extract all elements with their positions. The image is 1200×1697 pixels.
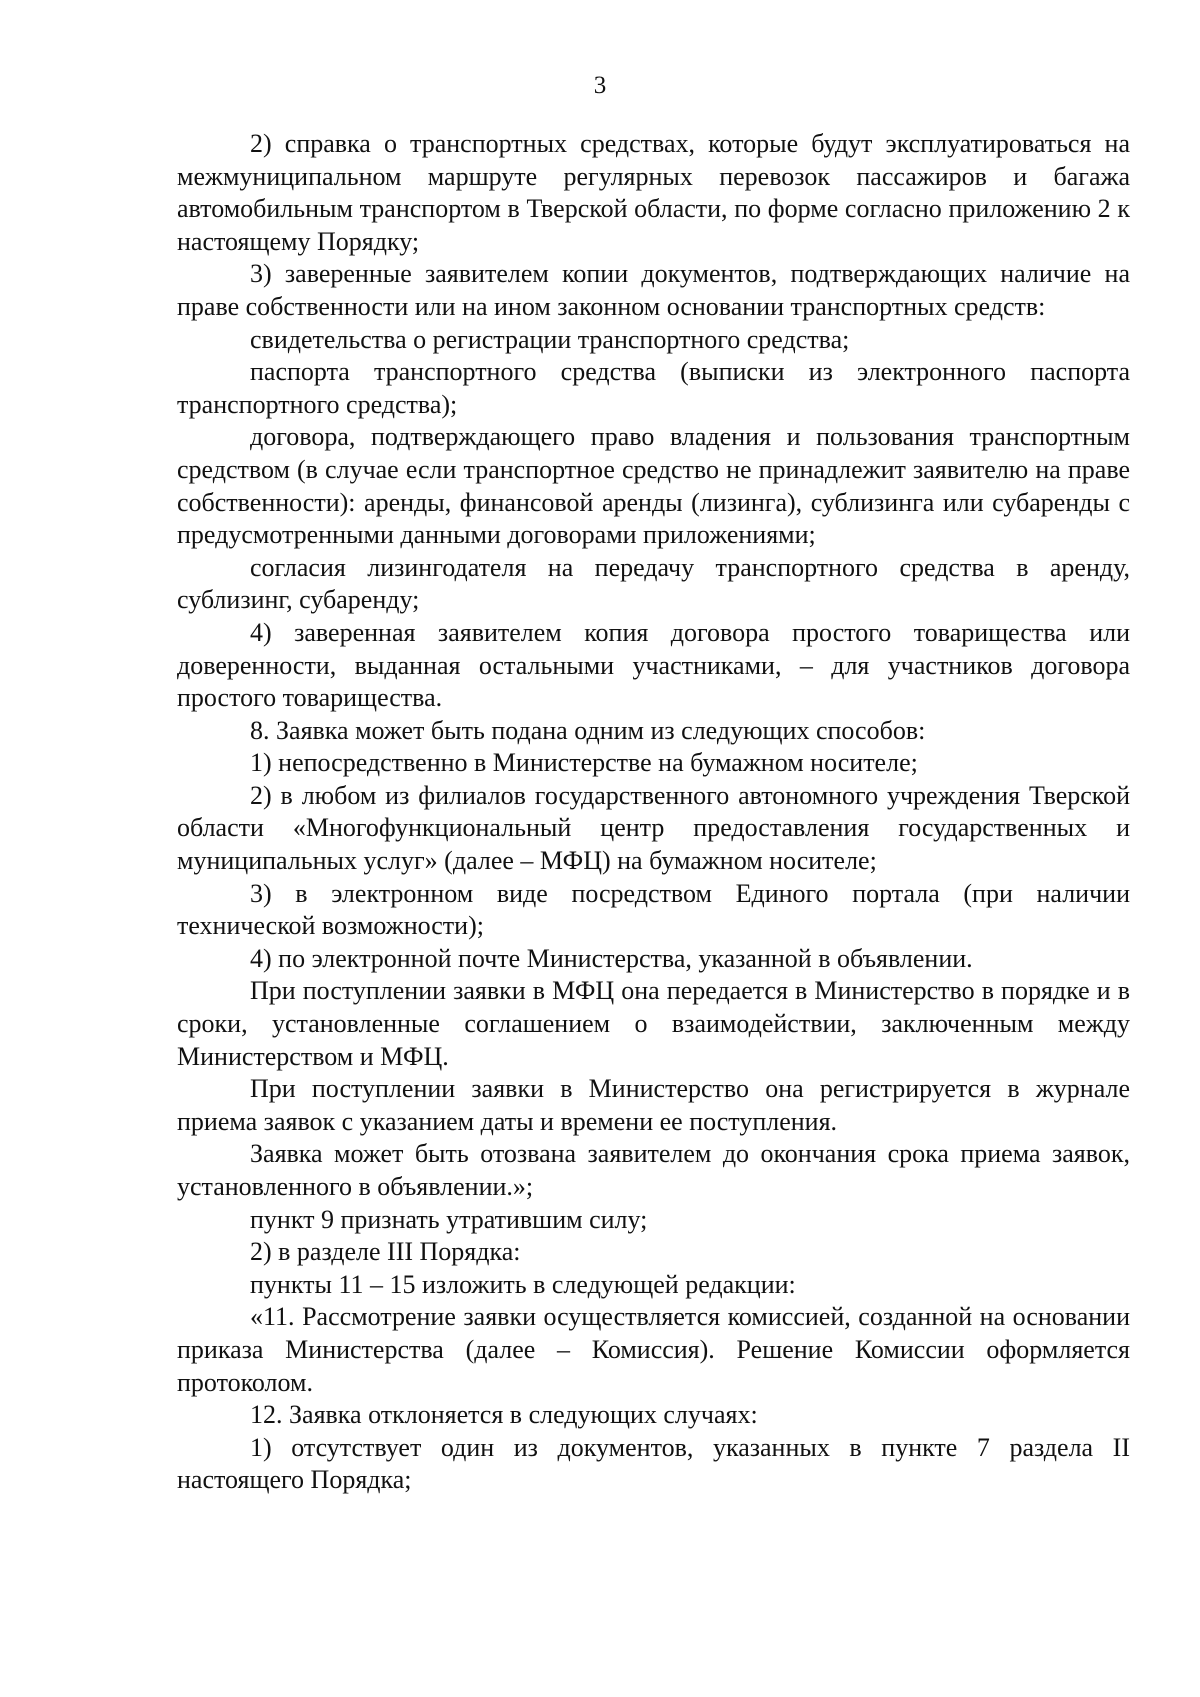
paragraph: 8. Заявка может быть подана одним из следующих способов: — [250, 715, 926, 745]
paragraph: свидетельства о регистрации транспортного средства; — [250, 324, 850, 354]
paragraph: 12. Заявка отклоняется в следующих случаях: — [250, 1400, 758, 1430]
paragraph: При поступлении заявки в Министерство она регистрируется в журнале приема заявок с указанием даты и времени ее поступления. — [177, 1074, 1130, 1136]
page-number: 3 — [593, 72, 607, 99]
paragraph: Заявка может быть отозвана заявителем до окончания срока приема заявок, установленного в объявлении.»; — [177, 1139, 1130, 1201]
paragraph: 2) в разделе III Порядка: — [250, 1237, 521, 1267]
paragraph: 1) непосредственно в Министерстве на бумажном носителе; — [250, 748, 918, 778]
document-body — [177, 128, 1130, 1497]
paragraph: 3) в электронном виде посредством Единого портала (при наличии технической возможности); — [177, 878, 1130, 941]
paragraph: пункты 11 – 15 изложить в следующей редакции: — [250, 1269, 796, 1299]
paragraph: 2) справка о транспортных средствах, которые будут эксплуатироваться на межмуниципальном маршруте регулярных перевозок пассажиров и багажа автомобильным транспортом в Тверской области, по форме согласно приложению 2 к настоящему Порядку; — [177, 129, 1130, 256]
paragraph: согласия лизингодателя на передачу транспортного средства в аренду, сублизинг, субаренду; — [177, 552, 1130, 615]
paragraph: паспорта транспортного средства (выписки из электронного паспорта транспортного средства); — [177, 357, 1130, 419]
paragraph: 3) заверенные заявителем копии документов, подтверждающих наличие на праве собственности или на ином законном основании транспортных средств: — [177, 259, 1130, 321]
paragraph: пункт 9 признать утратившим силу; — [250, 1204, 648, 1234]
paragraph: 1) отсутствует один из документов, указанных в пункте 7 раздела II настоящего Порядка; — [177, 1432, 1130, 1495]
paragraph: договора, подтверждающего право владения и пользования транспортным средством (в случае если транспортное средство не принадлежит заявителю на праве собственности): аренды, финансовой аренды (лизинга), сублизинга или субаренды с предусмотренными данными договорами приложениями; — [177, 422, 1130, 550]
paragraph: 4) по электронной почте Министерства, указанной в объявлении. — [250, 943, 973, 973]
paragraph: 4) заверенная заявителем копия договора простого товарищества или доверенности, выданная остальными участниками, – для участников договора простого товарищества. — [177, 617, 1130, 713]
paragraph: 2) в любом из филиалов государственного автономного учреждения Тверской области «Многофункциональный центр предоставления государственных и муниципальных услуг» (далее – МФЦ) на бумажном носителе; — [177, 780, 1130, 876]
paragraph: «11. Рассмотрение заявки осуществляется комиссией, созданной на основании приказа Министерства (далее – Комиссия). Решение Комиссии оформляется протоколом. — [177, 1302, 1130, 1397]
paragraph: При поступлении заявки в МФЦ она передается в Министерство в порядке и в сроки, установленные соглашением о взаимодействии, заключенным между Министерством и МФЦ. — [177, 976, 1130, 1071]
